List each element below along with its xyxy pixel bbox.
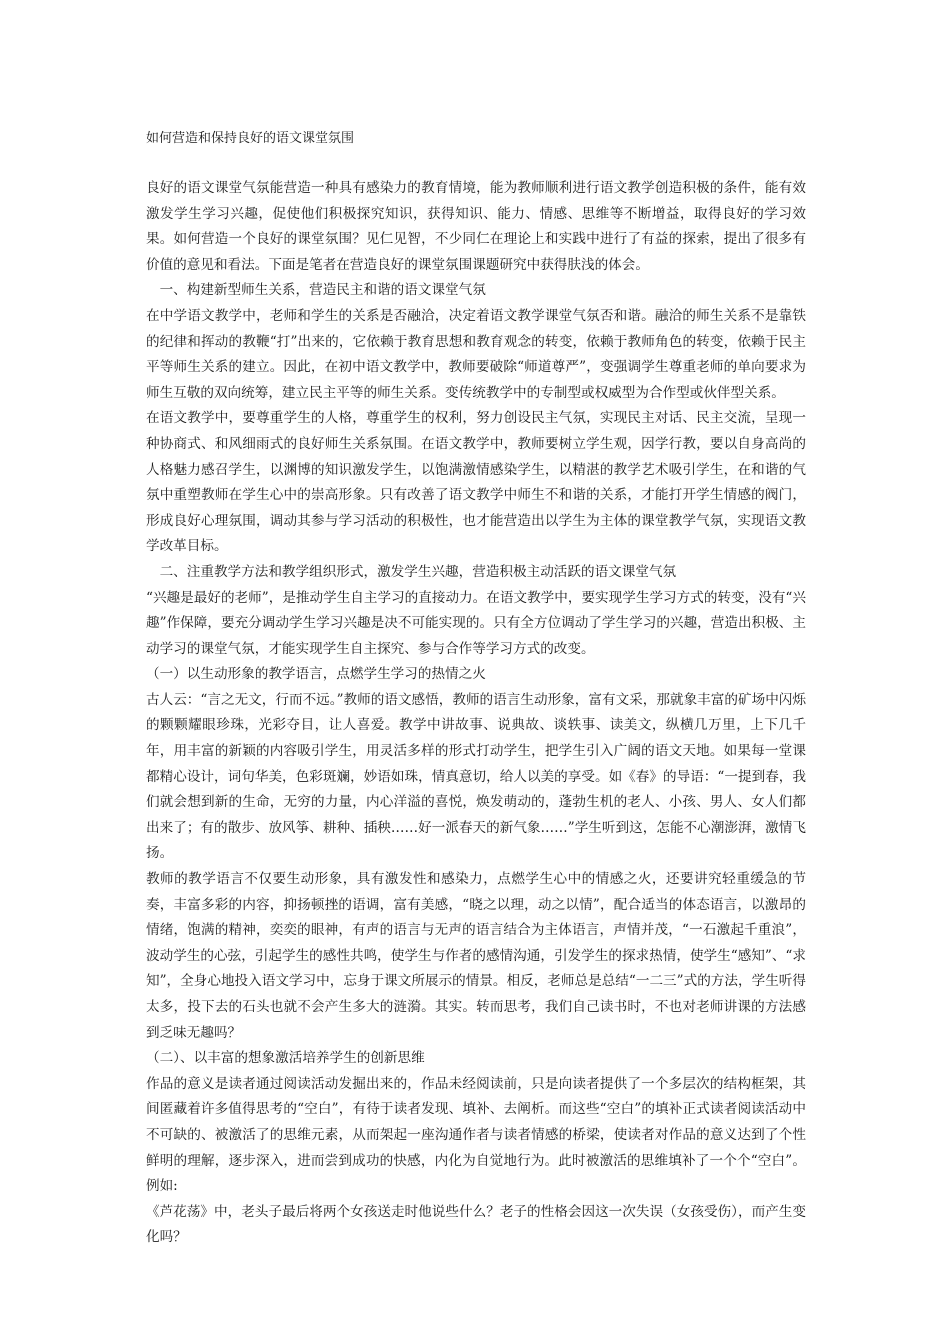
subsection-heading-2: （二）、以丰富的想象激活培养学生的创新思维 xyxy=(146,1050,425,1067)
paragraph: 在语文教学中，要尊重学生的人格，尊重学生的权利，努力创设民主气氛，实现民主对话、民主交流，呈现一种协商式、和风细雨式的良好师生关系氛围。在语文教学中，教师要树立学生观，因学行教，要以自身高尚的人格魅力感召学生，以渊博的知识激发学生，以饱满激情感染学生，以精湛的教学艺术吸引学生，在和谐的气氛中重塑教师在学生心中的崇高形象。只有改善了语文教学中师生不和谐的关系，才能打开学生情感的阀门，形成良好心理氛围，调动其参与学习活动的积极性，也才能营造出以学生为主体的课堂教学气氛，实现语文教学改革目标。 xyxy=(146,410,806,555)
document-title: 如何营造和保持良好的语文课堂氛围 xyxy=(146,131,355,146)
paragraph: 古人云：“言之无文，行而不远。”教师的语文感悟，教师的语言生动形象，富有文采，那就象丰富的矿场中闪烁的颗颗耀眼珍珠，光彩夺目，让人喜爱。教学中讲故事、说典故、谈轶事、读美文，纵横几万里，上下几千年，用丰富的新颖的内容吸引学生，用灵活多样的形式打动学生，把学生引入广阔的语文天地。如果每一堂课都精心设计，词句华美，色彩斑斓，妙语如珠，情真意切，给人以美的享受。如《春》的导语：“一提到春，我们就会想到新的生命，无穷的力量，内心洋溢的喜悦，焕发萌动的，蓬勃生机的老人、小孩、男人、女人们都出来了；有的散步、放风筝、耕种、插秧……好一派春天的新气象……”学生听到这，怎能不心潮澎湃，激情飞扬。 xyxy=(146,691,806,862)
document-body xyxy=(146,176,806,1251)
paragraph: 教师的教学语言不仅要生动形象，具有激发性和感染力，点燃学生心中的情感之火，还要讲究轻重缓急的节奏，丰富多彩的内容，抑扬顿挫的语调，富有美感，“晓之以理，动之以情”，配合适当的体态语言，以激昂的情绪，饱满的精神，奕奕的眼神，有声的语言与无声的语言结合为主体语言，声情并茂，“一石激起千重浪”，波动学生的心弦，引起学生的感性共鸣，使学生与作者的感情沟通，引发学生的探求热情，使学生“感知”、“求知”，全身心地投入语文学习中，忘身于课文所展示的情景。相反，老师总是总结“一二三”式的方法，学生听得太多，投下去的石头也就不会产生多大的涟漪。其实。转而思考，我们自己读书时，不也对老师讲课的方法感到乏味无趣吗？ xyxy=(146,871,806,1041)
paragraph: “兴趣是最好的老师”，是推动学生自主学习的直接动力。在语文教学中，要实现学生学习方式的转变，没有“兴趣”作保障，要充分调动学生学习兴趣是决不可能实现的。只有全方位调动了学生学习的兴趣，营造出积极、主动学习的课堂气氛，才能实现学生自主探究、参与合作等学习方式的改变。 xyxy=(146,589,806,657)
paragraph: 《芦花荡》中，老头子最后将两个女孩送走时他说些什么？老子的性格会因这一次失误（女孩受伤），而产生变化吗？ xyxy=(146,1203,806,1246)
paragraph-intro: 良好的语文课堂气氛能营造一种具有感染力的教育情境，能为教师顺利进行语文教学创造积极的条件，能有效激发学生学习兴趣，促使他们积极探究知识，获得知识、能力、情感、思维等不断增益，取得良好的学习效果。如何营造一个良好的课堂氛围？见仁见智，不少同仁在理论上和实践中进行了有益的探索，提出了很多有价值的意见和看法。下面是笔者在营造良好的课堂氛围课题研究中获得肤浅的体会。 xyxy=(146,180,806,273)
paragraph: 作品的意义是读者通过阅读活动发掘出来的，作品未经阅读前，只是向读者提供了一个多层次的结构框架，其间匿藏着许多值得思考的“空白”，有待于读者发现、填补、去阐析。而这些“空白”的填补正式读者阅读活动中不可缺的、被激活了的思维元素，从而架起一座沟通作者与读者情感的桥梁，使读者对作品的意义达到了个性鲜明的理解，逐步深入，进而尝到成功的快感，内化为自觉地行为。此时被激活的思维填补了一个个“空白”。例如: xyxy=(146,1075,806,1195)
paragraph: 在中学语文教学中，老师和学生的关系是否融洽，决定着语文教学课堂气氛否和谐。融洽的师生关系不是靠铁的纪律和挥动的教鞭“打”出来的，它依赖于教育思想和教育观念的转变，依赖于教师角色的转变，依赖于民主平等师生关系的建立。因此，在初中语文教学中，教师要破除“师道尊严”，变强调学生尊重老师的单向要求为师生互敬的双向统筹，建立民主平等的师生关系。变传统教学中的专制型或权威型为合作型或伙伴型关系。 xyxy=(146,307,806,401)
subsection-heading-1: （一）以生动形象的教学语言，点燃学生学习的热情之火 xyxy=(146,666,486,683)
section-heading-2: 二、注重教学方法和教学组织形式，激发学生兴趣，营造积极主动活跃的语文课堂气氛 xyxy=(146,563,677,580)
section-heading-1: 一、构建新型师生关系，营造民主和谐的语文课堂气氛 xyxy=(146,282,486,299)
